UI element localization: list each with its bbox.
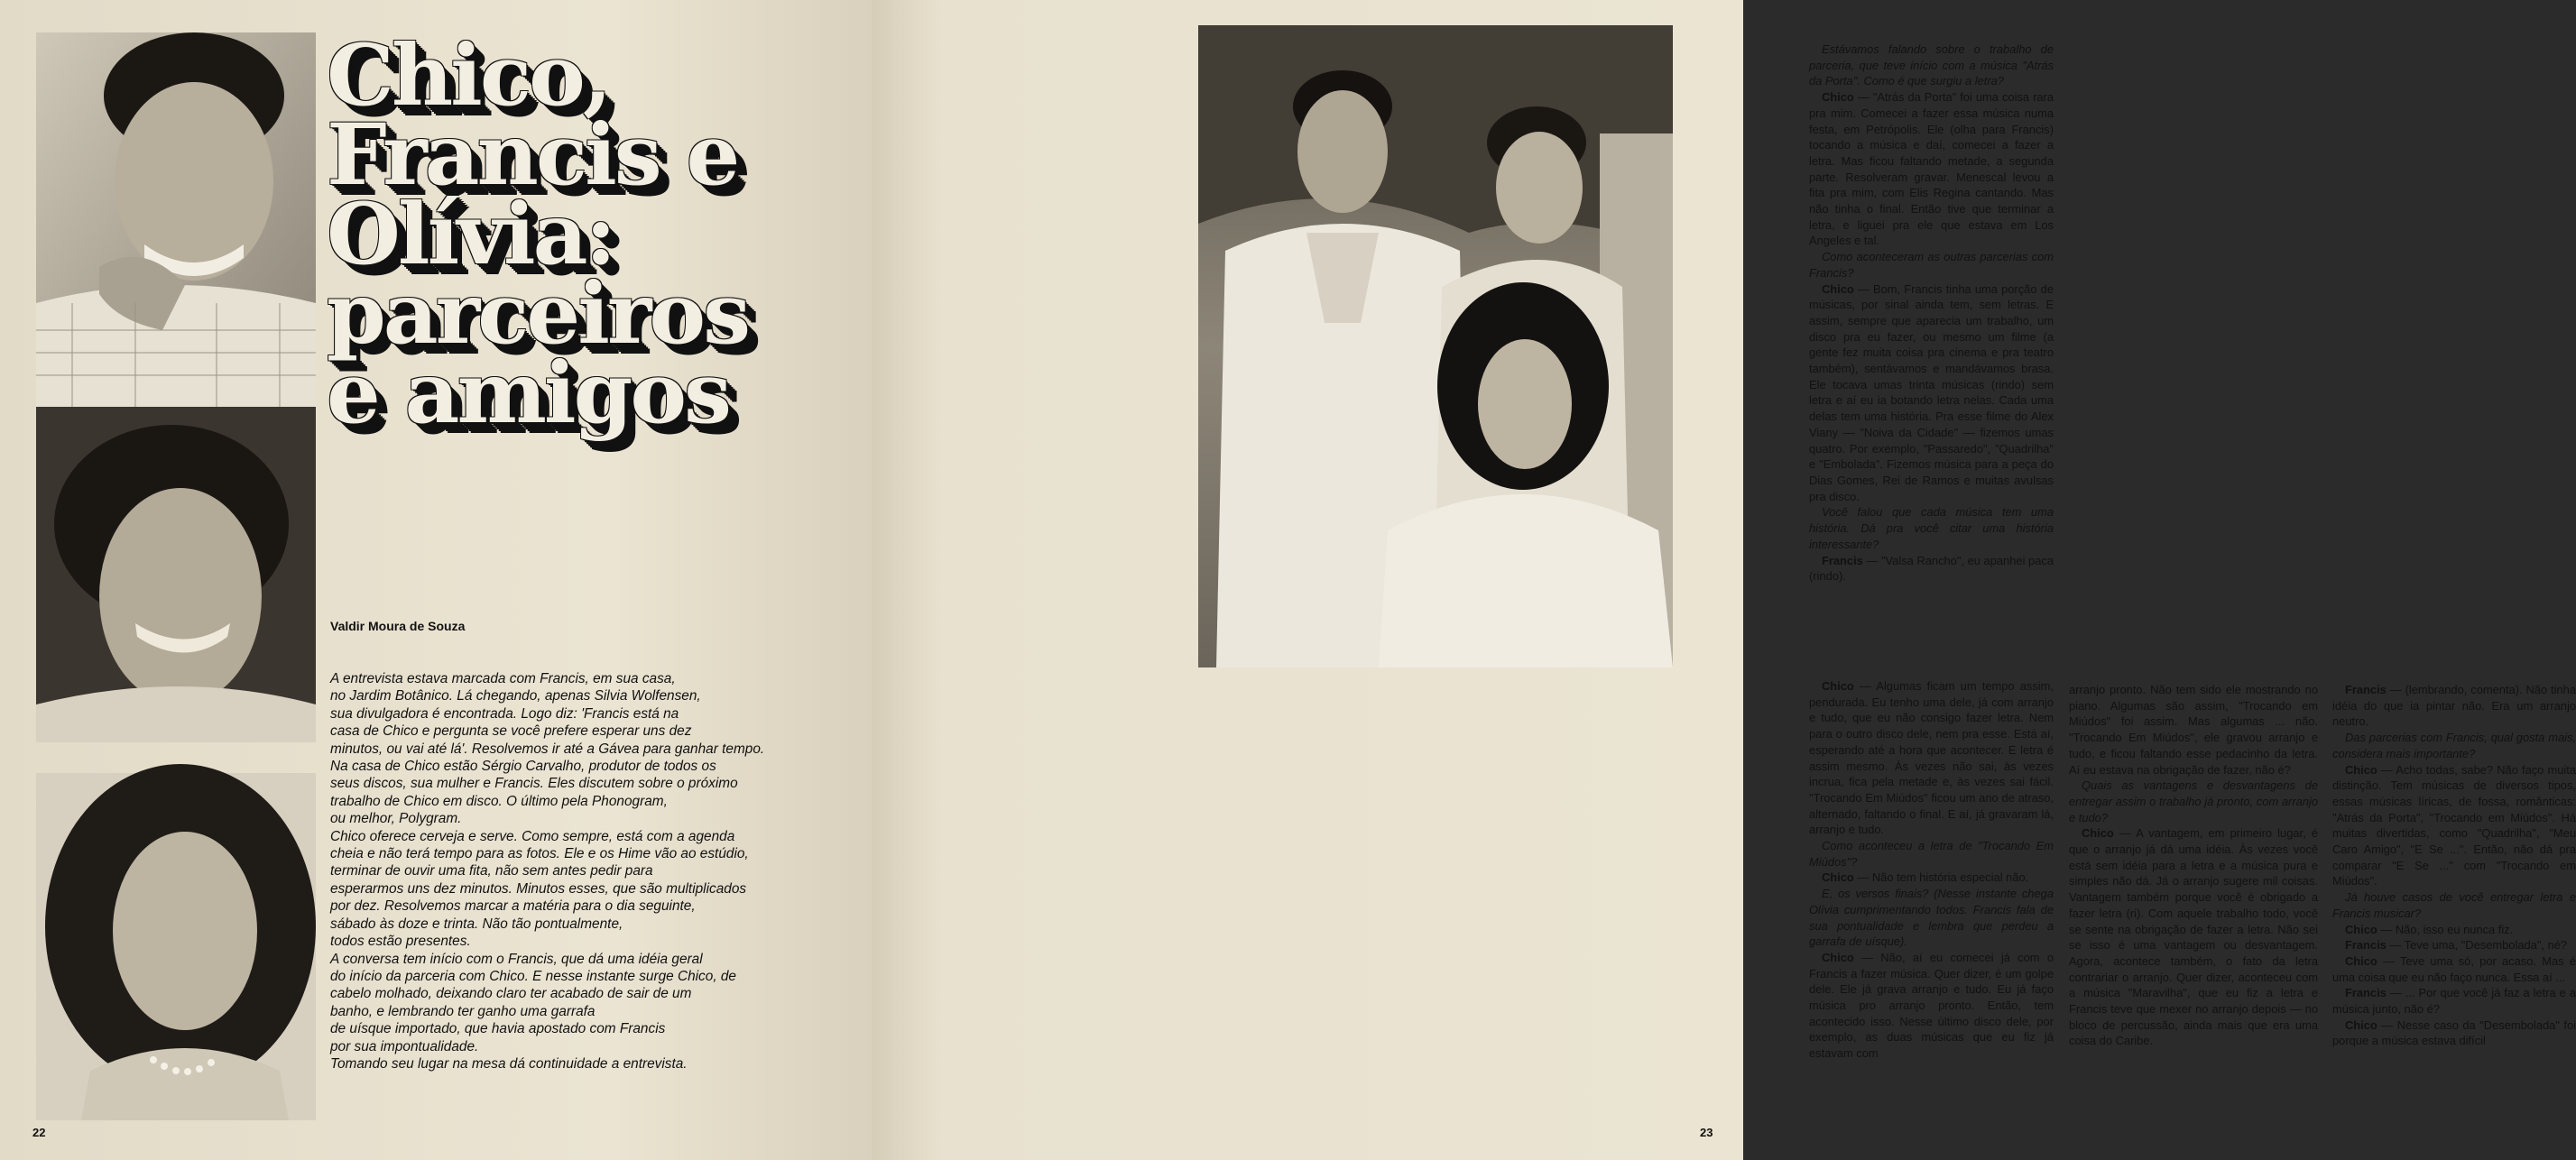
answer-text: — Não tem história especial não. <box>1853 870 2029 885</box>
title-line-3: Olívia: <box>327 185 614 284</box>
interview-question: Como aconteceram as outras parcerias com Francis? <box>1809 250 2054 280</box>
intro-line: por dez. Resolvemos marcar a matéria para o dia seguinte, <box>330 898 696 915</box>
interview-continuation: arranjo pronto. Não tem sido ele mostrando no piano. Algumas são assim, "Trocando em Miúdos" foi assim. Mas algumas ... não. "Trocando Em Miúdos", ele gravou arranjo e tudo, e ficou faltando esse pedacinho da letra. Aí eu estava na obrigação de fazer, não é? <box>2069 683 2318 777</box>
interview-answer <box>2332 1017 2576 1049</box>
answer-text: — ... Por que você já faz a letra e a música junto, não é? <box>2332 986 2576 1017</box>
interview-question: Já houve casos de você entregar letra e Francis musicar? <box>2332 890 2576 920</box>
photo-group-chico-francis-olivia <box>1198 25 1673 667</box>
speaker-name: Chico <box>2345 762 2377 777</box>
speaker-name: Francis <box>1822 553 1863 567</box>
speaker-name: Chico <box>2345 1017 2377 1032</box>
speaker-name: Chico <box>2345 953 2377 968</box>
interview-answer <box>2069 825 2318 1049</box>
speaker-name: Chico <box>1822 90 1854 105</box>
answer-text: — A vantagem, em primeiro lugar, é que o arranjo já dá uma idéia. Às vezes você está sem idéia para a letra e a música pura e simples não dá. Já o arranjo sugere mil coisas. Vantagem também porque você é obrigado a fazer letra (ri). Com aquele trabalho todo, você se sente na obrigação de fazer a letra. Não sei se isso é uma vantagem ou desvantagem. Agora, acontece também, o fato da letra contrariar o arranjo. Quer dizer, aconteceu com a música "Maravilha", que eu fiz a letra e Francis teve que mexer no arranjo depois — no bloco de percussão, ainda mais que era uma coisa do Caribe. <box>2069 826 2318 1048</box>
interview-column-2 <box>2069 682 2318 1049</box>
intro-line: de uísque importado, que havia apostado com Francis <box>330 1021 666 1037</box>
intro-line: Chico oferece cerveja e serve. Como sempre, está com a agenda <box>330 828 735 844</box>
title-line-2: Francis e <box>327 106 738 205</box>
interview-question: Estávamos falando sobre o trabalho de parceria, que teve início com a música "Atrás da Porta". Como é que surgiu a letra? <box>1809 42 2054 88</box>
interview-answer <box>1809 950 2054 1062</box>
title-line-4: parceiros <box>327 264 749 364</box>
page-number-left: 22 <box>32 1126 46 1139</box>
page-number-right: 23 <box>1700 1126 1713 1139</box>
intro-line: esperarmos uns dez minutos. Minutos esses, que são multiplicados <box>330 880 747 897</box>
answer-text: — Bom, Francis tinha uma porção de músicas, por sinal ainda tem, sem letras. E assim, sempre que aparecia um trabalho, um disco pra eu fazer, ou mesmo um filme (a gente fez muita coisa pra cinema e pra teatro também), sentávamos e mandávamos brasa. Ele tocava umas trinta músicas (rindo) sem letra e aí eu ia botando letra nelas. Cada uma delas tem uma história. Pra esse filme do Alex Viany — "Noiva da Cidade" — fizemos umas quatro. Por exemplo, "Passaredo", "Quadrilha" e "Embolada". Fizemos música para a peça do Dias Gomes, Rei de Ramos e muitas avulsas pra disco. <box>1809 281 2054 503</box>
intro-line: Na casa de Chico estão Sérgio Carvalho, produtor de todos os <box>330 759 716 775</box>
intro-line: seus discos, sua mulher e Francis. Eles discutem sobre o próximo <box>330 776 738 792</box>
speaker-name: Chico <box>1822 950 1854 964</box>
interview-answer <box>2332 762 2576 890</box>
right-page <box>872 0 2576 1160</box>
intro-line: por sua impontualidade. <box>330 1038 479 1054</box>
intro-line: banho, e lembrando ter ganho uma garrafa <box>330 1003 596 1019</box>
answer-text: — Não, aí eu comecei já com o Francis a fazer música. Quer dizer, é um golpe dele. Ele já grava arranjo e tudo. Eu já faço música pro arranjo pronto. Então, tem acontecido isso. Nesse último disco dele, por exemplo, as duas músicas que eu fiz já estavam com <box>1809 950 2054 1061</box>
intro-line: trabalho de Chico em disco. O último pela Phonogram, <box>330 793 668 809</box>
intro-line: Tomando seu lugar na mesa dá continuidade a entrevista. <box>330 1055 688 1072</box>
speaker-name: Chico <box>2082 826 2114 841</box>
intro-line: ou melhor, Polygram. <box>330 811 462 827</box>
interview-answer <box>1809 870 2054 886</box>
interview-column-1-lower <box>1809 678 2054 1062</box>
interview-answer <box>2332 985 2576 1017</box>
answer-text: — Acho todas, sabe? Não faço muita distinção. Tem músicas de diversos tipos, essas músicas líricas, de fossa, românticas: "Atrás da Porta", "Trocando em Miúdos". Há muitas divertidas, como "Quadrilha", "Meu Caro Amigo", "E Se ...". Então, não dá pra comparar "E Se ..." com "Trocando em Miúdos". <box>2332 762 2576 888</box>
interview-question: Das parcerias com Francis, qual gosta mais, considera mais importante? <box>2332 731 2576 760</box>
intro-line: cabelo molhado, deixando claro ter acabado de sair de um <box>330 986 692 1002</box>
intro-line: todos estão presentes. <box>330 934 471 950</box>
interview-answer <box>1809 553 2054 585</box>
interview-answer <box>2332 922 2576 938</box>
speaker-name: Francis <box>2345 986 2387 1000</box>
left-page <box>0 0 872 1160</box>
interview-question: Você falou que cada música tem uma história. Dá pra você citar uma história interessante? <box>1809 505 2054 551</box>
speaker-name: Chico <box>1822 679 1854 693</box>
intro-line: casa de Chico e pergunta se você prefere esperar uns dez <box>330 723 692 740</box>
intro-line: sábado às doze e trinta. Não tão pontualmente, <box>330 916 623 932</box>
photo-chico-portrait <box>36 32 316 407</box>
intro-line: terminar de ouvir uma fita, não sem antes pedir para <box>330 863 653 879</box>
author-byline: Valdir Moura de Souza <box>330 619 466 633</box>
intro-line: no Jardim Botânico. Lá chegando, apenas Silvia Wolfensen, <box>330 688 701 704</box>
interview-answer <box>1809 281 2054 505</box>
intro-line: cheia e não terá tempo para as fotos. Ele e os Hime vão ao estúdio, <box>330 846 749 862</box>
intro-line: do início da parceria com Chico. E nesse instante surge Chico, de <box>330 968 736 984</box>
intro-line: minutos, ou vai até lá'. Resolvemos ir até a Gávea para ganhar tempo. <box>330 741 765 757</box>
answer-text: — "Valsa Rancho", eu apanhei paca (rindo). <box>1809 553 2054 584</box>
title-line-1: Chico, <box>327 26 610 125</box>
interview-answer <box>1809 89 2054 249</box>
answer-text: — Nesse caso da "Desembolada" foi porque a música estava difícil <box>2332 1017 2576 1048</box>
speaker-name: Chico <box>1822 870 1854 885</box>
interview-question: E, os versos finais? (Nesse instante chega Olívia cumprimentando todos. Francis fala de sua pontualidade e lembra que perdeu a garrafa de uísque). <box>1809 887 2054 949</box>
answer-text: — Não, isso eu nunca fiz. <box>2377 922 2514 936</box>
answer-text: — Algumas ficam um tempo assim, pendurada. Eu tenho uma dele, já com arranjo e tudo, que eu não consigo fazer letra. Nem para o outro disco dele, nem pra esse. Está aí, esperando até a hora que acontecer. E letra é assim mesmo. Às vezes não sai, às vezes incrua, fica pela metade e, às vezes sai fácil. "Trocando Em Miúdos" ficou um ano de atraso, alternado, faltando o final. E aí, já gravaram lá, arranjo e tudo. <box>1809 679 2054 837</box>
interview-question: Como aconteceu a letra de "Trocando Em Miúdos"? <box>1809 839 2054 869</box>
speaker-name: Chico <box>1822 281 1854 296</box>
answer-text: — Teve uma só, por acaso. Mas é uma coisa que eu não faço nunca. Essa aí ... <box>2332 953 2576 984</box>
intro-line: sua divulgadora é encontrada. Logo diz: 'Francis está na <box>330 705 679 722</box>
answer-text: — (lembrando, comenta). Não tinha idéia do que ia pintar não. Era um arranjo neutro. <box>2332 683 2576 729</box>
photo-francis-portrait <box>36 407 316 742</box>
interview-column-1 <box>1809 41 2054 585</box>
speaker-name: Francis <box>2345 683 2387 696</box>
intro-line: A entrevista estava marcada com Francis, em sua casa, <box>330 671 676 686</box>
article-title <box>327 26 796 443</box>
answer-text: — "Atrás da Porta" foi uma coisa rara pra mim. Comecei a fazer essa música numa festa, em Petrópolis. Ele (olha para Francis) tocando a música e daí, comecei a fazer a letra. Mas ficou faltando metade, a segunda parte. Resolveram gravar. Menescal levou a fita pra mim, com Elis Regina cantando. Mas não tinha o final. Então tive que terminar a letra, e liguei pra ele que estava em Los Angeles e tal. <box>1809 90 2054 248</box>
speaker-name: Chico <box>2345 922 2377 936</box>
interview-question: Quais as vantagens e desvantagens de entregar assim o trabalho já pronto, com arranjo e tudo? <box>2069 778 2318 824</box>
interview-answer <box>2332 937 2576 953</box>
interview-answer <box>1809 678 2054 838</box>
intro-line: A conversa tem início com o Francis, que dá uma idéia geral <box>330 951 703 967</box>
intro-paragraph <box>330 670 863 1073</box>
answer-text: — Teve uma, "Desembolada", né? <box>2386 938 2568 953</box>
interview-column-3 <box>2332 682 2576 1049</box>
interview-answer <box>2332 682 2576 730</box>
title-line-5: e amigos <box>327 344 729 443</box>
speaker-name: Francis <box>2345 938 2387 953</box>
interview-answer <box>2332 953 2576 985</box>
photo-olivia-portrait <box>36 773 316 1120</box>
